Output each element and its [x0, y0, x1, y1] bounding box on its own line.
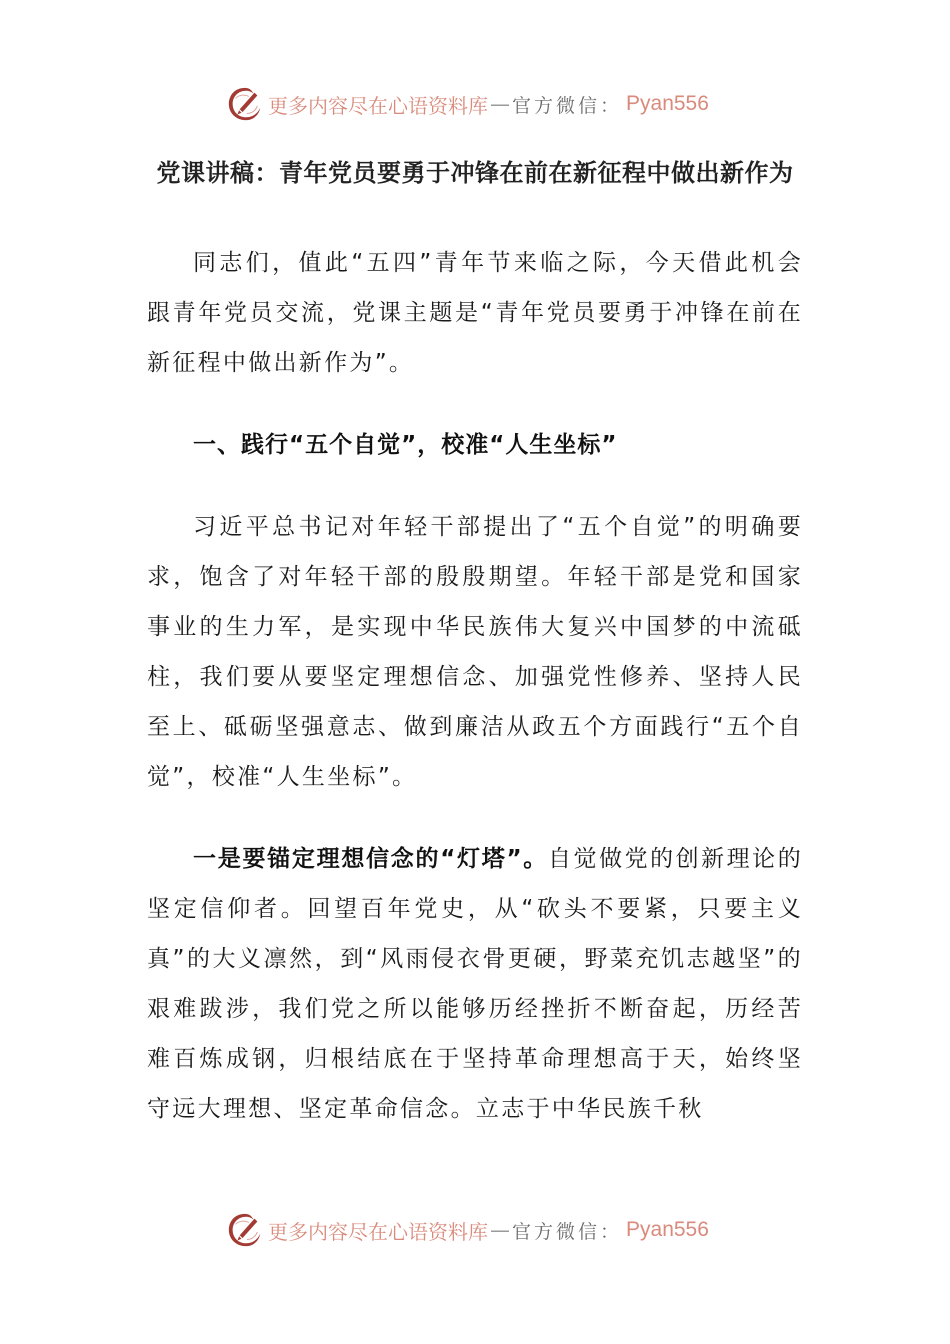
banner-promo-text: 更多内容尽在心语资料库	[268, 1219, 488, 1244]
banner-promo-text: 更多内容尽在心语资料库	[268, 93, 488, 118]
banner-wechat-label: 官方微信：	[512, 94, 623, 117]
point-1-paragraph	[147, 834, 803, 1134]
banner-wechat-id: Pyan556	[626, 92, 709, 115]
banner-wechat-id: Pyan556	[626, 1218, 709, 1241]
section-1-paragraph: 习近平总书记对年轻干部提出了“五个自觉”的明确要求，饱含了对年轻干部的殷殷期望。年轻干部是党和国家事业的生力军，是实现中华民族伟大复兴中国梦的中流砥柱，我们要从要坚定理想信念、加强党性修养、坚持人民至上、砥砺坚强意志、做到廉洁从政五个方面践行“五个自觉”，校准“人生坐标”。	[147, 514, 803, 790]
quill-pen-logo-icon	[226, 1211, 264, 1249]
document-page	[147, 148, 803, 1134]
document-title: 党课讲稿：青年党员要勇于冲锋在前在新征程中做出新作为	[156, 159, 794, 187]
banner-wechat-label: 官方微信：	[512, 1220, 623, 1243]
footer-watermark-banner	[226, 1208, 726, 1252]
point-1-body: 自觉做党的创新理论的坚定信仰者。回望百年党史，从“砍头不要紧，只要主义真”的大义凛然，到“风雨侵衣骨更硬，野菜充饥志越坚”的艰难跋涉，我们党之所以能够历经挫折不断奋起，历经苦难百炼成钢，归根结底在于坚持革命理想高于天，始终坚守远大理想、坚定革命信念。立志于中华民族千秋	[147, 846, 804, 1122]
header-watermark-banner	[226, 82, 726, 126]
banner-dash: —	[490, 1218, 510, 1242]
section-heading-1: 一、践行“五个自觉”，校准“人生坐标”	[193, 432, 618, 458]
quill-pen-logo-icon	[226, 85, 264, 123]
intro-paragraph: 同志们，值此“五四”青年节来临之际，今天借此机会跟青年党员交流，党课主题是“青年党员要勇于冲锋在前在新征程中做出新作为”。	[147, 250, 803, 376]
banner-dash: —	[490, 92, 510, 116]
point-1-lead: 一是要锚定理想信念的“灯塔”。	[193, 846, 549, 872]
